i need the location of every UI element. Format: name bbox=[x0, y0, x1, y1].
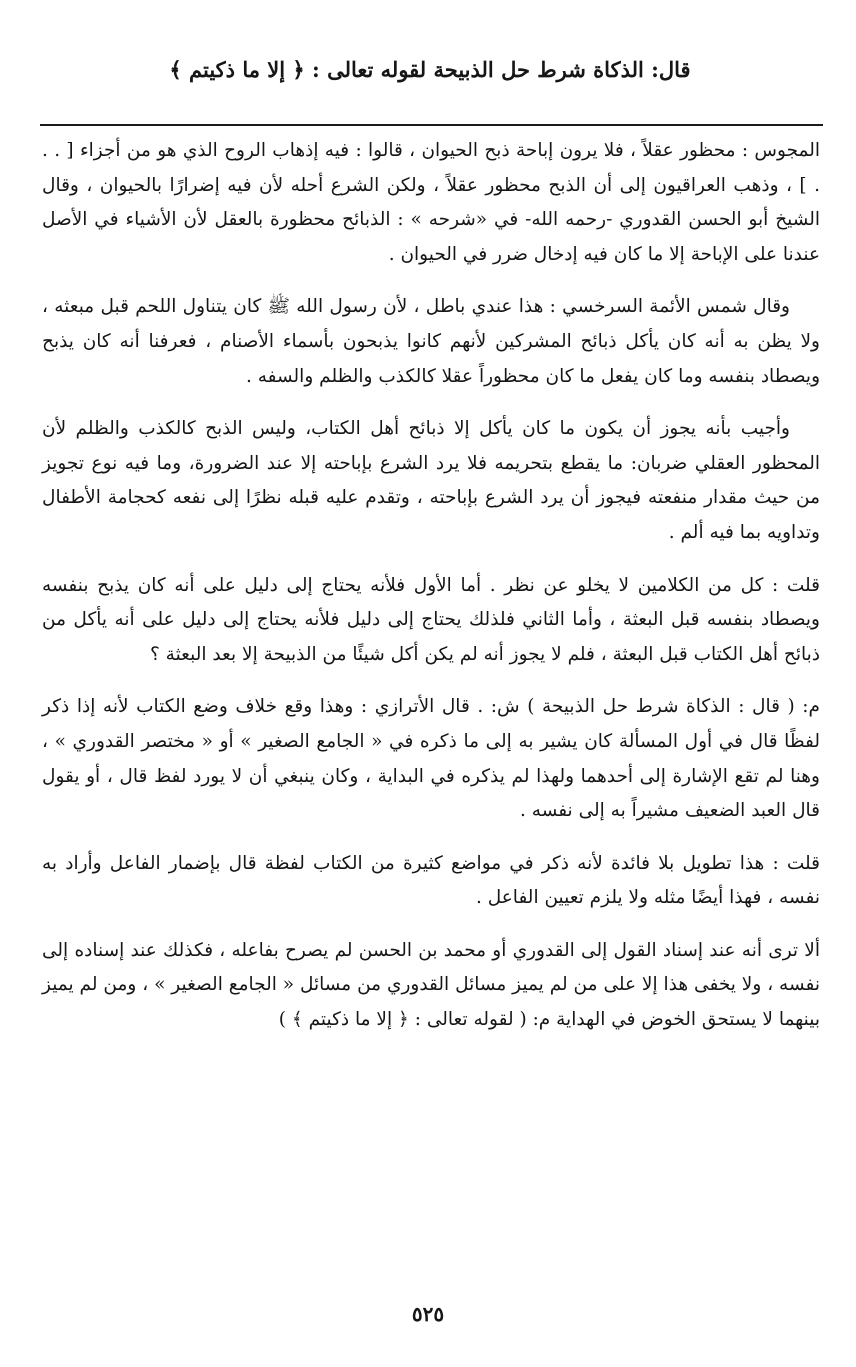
paragraph-1: المجوس : محظور عقلاً ، فلا يرون إباحة ذبح الحيوان ، قالوا : فيه إذهاب الروح الذي هو من أجزاء [ . . . ] ، وذهب العراقيون إلى أن الذبح محظور عقلاً ، ولكن الشرع أحله لأن فيه إضرارًا بالحيوان ، وقال الشيخ أبو الحسن القدوري -رحمه الله- في «شرحه » : الذبائح محظورة بالعقل لأن الأشياء في الأصل عندنا على الإباحة إلا ما كان فيه إدخال ضرر في الحيوان . bbox=[42, 140, 820, 265]
paragraph-6: قلت : هذا تطويل بلا فائدة لأنه ذكر في مواضع كثيرة من الكتاب لفظة قال بإضمار الفاعل وأراد به نفسه ، فهذا أيضًا مثله ولا يلزم تعيين الفاعل . bbox=[42, 852, 820, 909]
header-rule bbox=[40, 124, 823, 126]
page-number: ٥٢٥ bbox=[411, 1302, 445, 1326]
paragraph-2: وقال شمس الأئمة السرخسي : هذا عندي باطل ، لأن رسول الله ﷺ كان يتناول اللحم قبل مبعثه ، ولا يظن به أنه كان يأكل ذبائح المشركين لأنهم كانوا يذبحون بأسماء الأصنام ، فعرفنا أنه كان يذبح ويصطاد بنفسه وما كان يفعل ما كان محظوراً عقلا كالكذب والظلم والسفه . bbox=[42, 296, 820, 387]
running-header: قال: الذكاة شرط حل الذبيحة لقوله تعالى : ﴿ إلا ما ذكيتم ﴾ bbox=[169, 57, 691, 82]
paragraph-3: وأجيب بأنه يجوز أن يكون ما كان يأكل إلا ذبائح أهل الكتاب، وليس الذبح كالكذب والظلم لأن المحظور العقلي ضربان: ما يقطع بتحريمه فلا يرد الشرع بإباحته إلا عند الضرورة، وما فيه نوع تجويز من حيث مقدار منفعته فيجوز أن يرد الشرع بإباحته ، وتقدم عليه قبله نظرًا إلى نفعه كحجامة الأطفال وتداويه بما فيه ألم . bbox=[42, 418, 820, 543]
paragraph-7: ألا ترى أنه عند إسناد القول إلى القدوري أو محمد بن الحسن لم يصرح بفاعله ، فكذلك عند إسناده إلى نفسه ، ولا يخفى هذا إلا على من لم يميز مسائل القدوري من مسائل « الجامع الصغير » ، ومن لم يميز بينهما لا يستحق الخوض في الهداية م: ( لقوله تعالى : ﴿ إلا ما ذكيتم ﴾ ) bbox=[42, 939, 820, 1031]
body-text bbox=[42, 134, 820, 1038]
paragraph-5: م: ( قال : الذكاة شرط حل الذبيحة ) ش: . قال الأترازي : وهذا وقع خلاف وضع الكتاب لأنه إذا ذكر لفظًا قال في أول المسألة كان يشير به إلى ما ذكره في « الجامع الصغير » أو « مختصر القدوري » ، وهنا لم تقع الإشارة إلى أحدهما ولهذا لم يذكره في البداية ، وكان ينبغي أن لا يورد لفظ قال ، أو يقول قال العبد الضعيف مشيراً به إلى نفسه . bbox=[42, 696, 820, 822]
paragraph-4: قلت : كل من الكلامين لا يخلو عن نظر . أما الأول فلأنه يحتاج إلى دليل على أنه كان يذبح بنفسه ويصطاد بنفسه قبل البعثة ، وأما الثاني فلذلك يحتاج إلى دليل فلأنه يحتاج إلى دليل على أنه يأكل من ذبائح أهل الكتاب قبل البعثة ، فلم لا يجوز أنه لم يكن أكل شيئًا من الذبيحة إلا بعد البعثة ؟ bbox=[42, 574, 820, 665]
